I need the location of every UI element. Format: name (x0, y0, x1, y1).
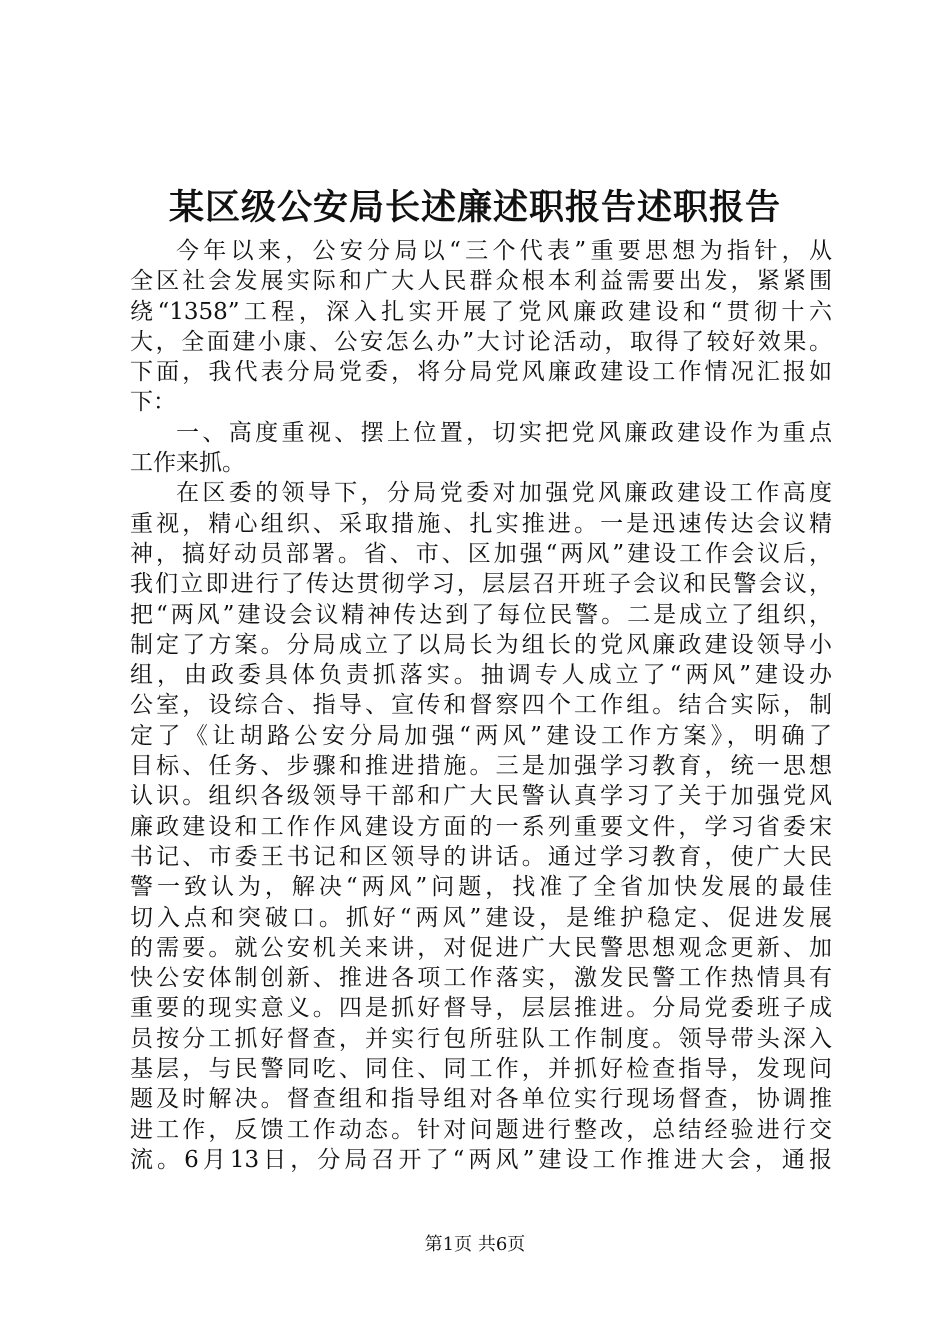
body-line: 全区社会发展实际和广大人民群众根本利益需要出发，紧紧围 (130, 268, 832, 295)
body-line: 制定了方案。分局成立了以局长为组长的党风廉政建设领导小 (130, 631, 832, 658)
page-number-footer: 第1页 共6页 (424, 1234, 526, 1255)
body-line: 员按分工抓好督查，并实行包所驻队工作制度。领导带头深入 (130, 1025, 832, 1052)
body-line: 书记、市委王书记和区领导的讲话。通过学习教育，使广大民 (130, 843, 832, 870)
body-line: 认识。组织各级领导干部和广大民警认真学习了关于加强党风 (130, 783, 832, 810)
body-line: 重要的现实意义。四是抓好督导，层层推进。分局党委班子成 (130, 995, 832, 1022)
body-line: 我们立即进行了传达贯彻学习，层层召开班子会议和民警会议， (130, 571, 832, 598)
body-line: 今年以来，公安分局以“三个代表”重要思想为指针，从 (176, 238, 832, 264)
body-line: 公室，设综合、指导、宣传和督察四个工作组。结合实际，制 (130, 692, 832, 719)
body-line: 大，全面建小康、公安怎么办”大讨论活动，取得了较好效果。 (130, 328, 832, 355)
body-line: 在区委的领导下，分局党委对加强党风廉政建设工作高度 (176, 480, 832, 507)
body-line: 下面，我代表分局党委，将分局党风廉政建设工作情况汇报如 (130, 359, 832, 386)
body-line: 进工作，反馈工作动态。针对问题进行整改，总结经验进行交 (130, 1116, 832, 1143)
body-line: 的需要。就公安机关来讲，对促进广大民警思想观念更新、加 (130, 934, 832, 961)
body-line: 快公安体制创新、推进各项工作落实，激发民警工作热情具有 (130, 965, 832, 992)
section-heading-line: 工作来抓。 (130, 450, 245, 477)
body-line: 目标、任务、步骤和推进措施。三是加强学习教育，统一思想 (130, 753, 832, 780)
section-heading-line: 一、高度重视、摆上位置，切实把党风廉政建设作为重点 (176, 419, 832, 446)
body-line: 流。6月13日，分局召开了“两风”建设工作推进大会，通报 (130, 1146, 832, 1173)
body-line: 定了《让胡路公安分局加强“两风”建设工作方案》，明确了 (130, 722, 832, 749)
body-line: 下： (130, 389, 176, 416)
document-title: 某区级公安局长述廉述职报告述职报告 (168, 187, 781, 228)
body-line: 廉政建设和工作作风建设方面的一系列重要文件，学习省委宋 (130, 813, 832, 840)
body-line: 题及时解决。督查组和指导组对各单位实行现场督查，协调推 (130, 1086, 832, 1113)
body-line: 切入点和突破口。抓好“两风”建设，是维护稳定、促进发展 (130, 904, 832, 931)
body-line: 重视，精心组织、采取措施、扎实推进。一是迅速传达会议精 (130, 510, 832, 537)
body-line: 把“两风”建设会议精神传达到了每位民警。二是成立了组织， (130, 601, 832, 628)
body-line: 神，搞好动员部署。省、市、区加强“两风”建设工作会议后， (130, 540, 832, 567)
body-line: 基层，与民警同吃、同住、同工作，并抓好检查指导，发现问 (130, 1056, 832, 1083)
body-line: 警一致认为，解决“两风”问题，找准了全省加快发展的最佳 (130, 874, 832, 901)
body-line: 绕“1358”工程，深入扎实开展了党风廉政建设和“贯彻十六 (130, 298, 832, 325)
body-line: 组，由政委具体负责抓落实。抽调专人成立了“两风”建设办 (130, 662, 832, 689)
document-body (130, 236, 832, 1175)
